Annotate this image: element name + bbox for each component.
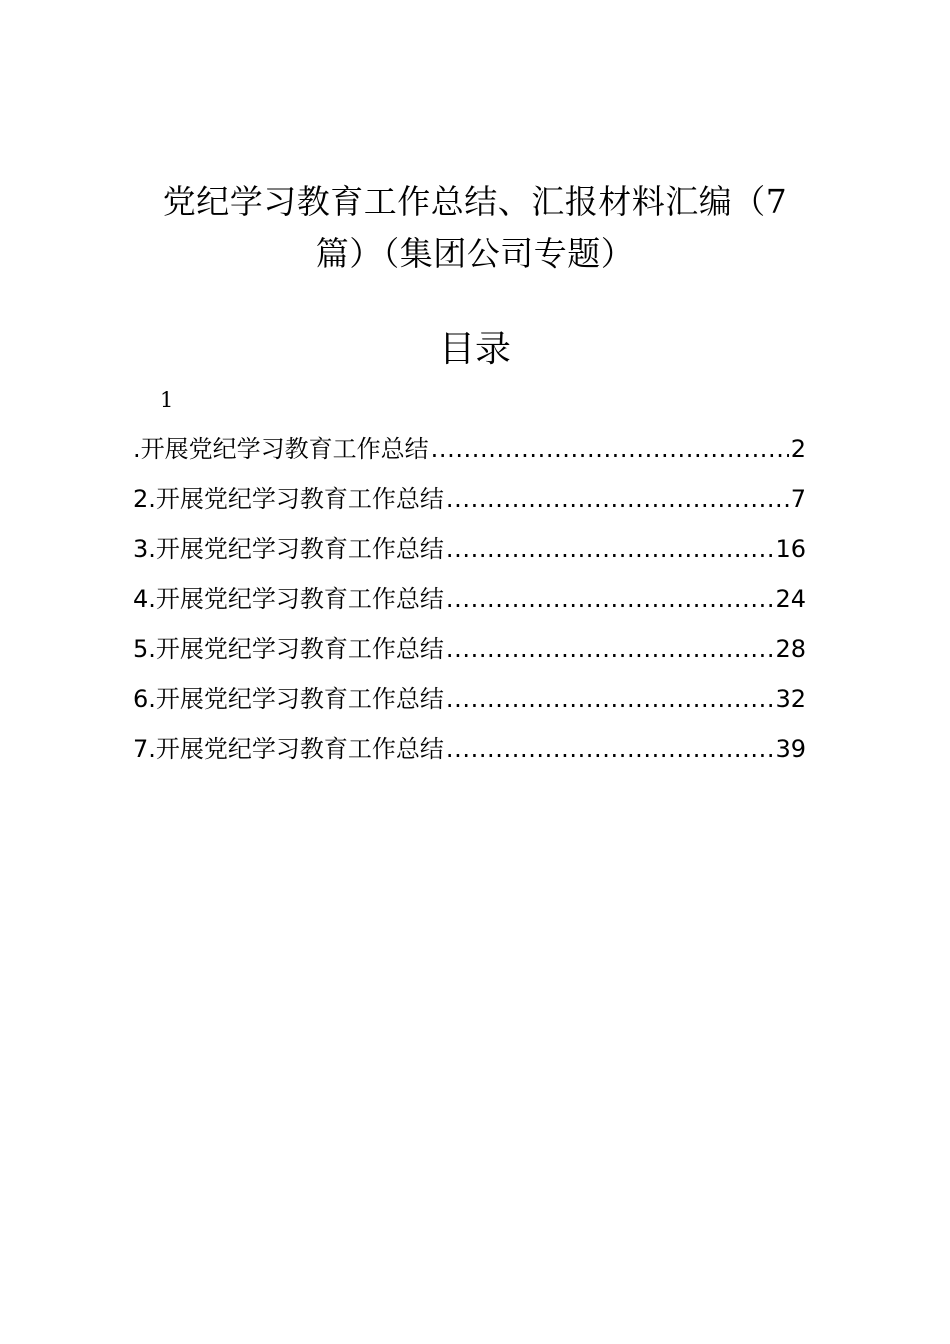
toc-entry[interactable]: [133, 529, 806, 579]
toc-entry-label: 3.开展党纪学习教育工作总结: [133, 535, 444, 563]
toc-entry[interactable]: [133, 579, 806, 629]
toc-dot-leader: [446, 729, 774, 769]
toc-entry-label: 6.开展党纪学习教育工作总结: [133, 685, 444, 713]
toc-entry-page: 2: [790, 435, 806, 463]
toc-entry[interactable]: [133, 629, 806, 679]
toc-entry[interactable]: [133, 479, 806, 529]
toc-entry-page: 16: [775, 535, 806, 563]
toc-entry-label: 4.开展党纪学习教育工作总结: [133, 585, 444, 613]
toc-entry-page: 28: [775, 635, 806, 663]
toc-entry[interactable]: [133, 429, 806, 479]
toc-entry-page: 32: [775, 685, 806, 713]
toc-entry-label: 7.开展党纪学习教育工作总结: [133, 735, 444, 763]
toc-entry-label: 2.开展党纪学习教育工作总结: [133, 485, 444, 513]
toc-entry-page: 24: [775, 585, 806, 613]
toc-heading: 目录: [438, 329, 511, 370]
toc-dot-leader: [446, 479, 789, 519]
table-of-contents: [133, 429, 806, 779]
toc-entry[interactable]: [133, 729, 806, 779]
document-title-text: 党纪学习教育工作总结、汇报材料汇编（: [162, 182, 766, 221]
toc-entry-page: 39: [775, 735, 806, 763]
toc-dot-leader: [446, 579, 774, 619]
document-title-line-2: 篇）（集团公司专题）: [315, 234, 635, 273]
toc-dot-leader: [446, 529, 774, 569]
page-marker: 1: [160, 388, 174, 412]
toc-dot-leader: [446, 629, 774, 669]
toc-entry-page: 7: [790, 485, 806, 513]
document-title: [120, 176, 830, 280]
toc-entry-label: .开展党纪学习教育工作总结: [133, 435, 429, 463]
document-title-line-1: [120, 176, 830, 228]
document-title-count: 7: [765, 182, 788, 221]
toc-entry[interactable]: [133, 679, 806, 729]
toc-entry-label: 5.开展党纪学习教育工作总结: [133, 635, 444, 663]
toc-dot-leader: [431, 429, 789, 469]
toc-dot-leader: [446, 679, 774, 719]
